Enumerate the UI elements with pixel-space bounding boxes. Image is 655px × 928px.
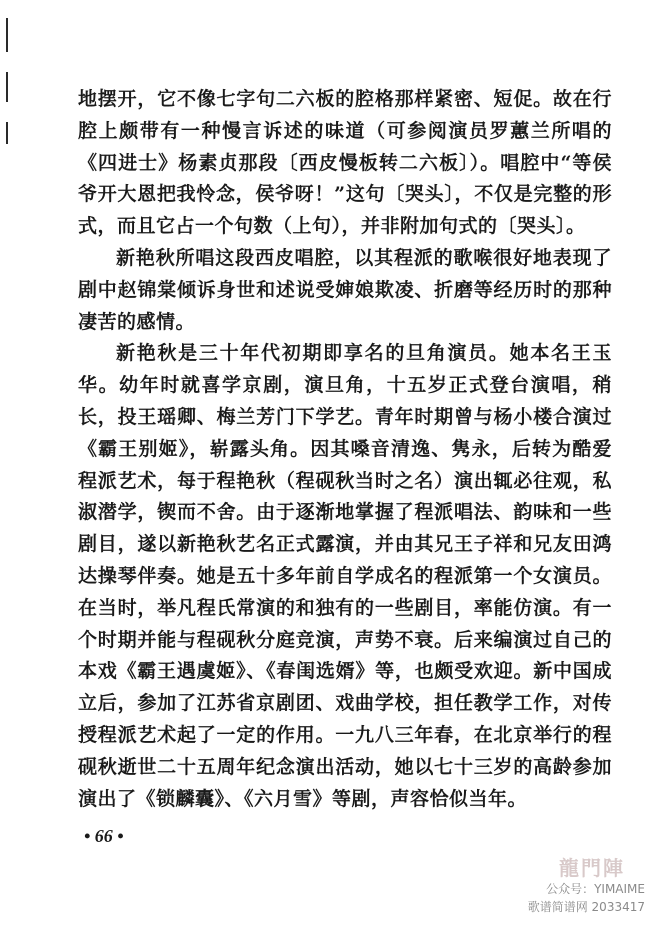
body-text: [78, 84, 612, 815]
paragraph-continuation: 地摆开，它不像七字句二六板的腔格那样紧密、短促。故在行腔上颇带有一种慢言诉述的味道（可参阅演员罗蕙兰所唱的《四进士》杨素贞那段〔西皮慢板转二六板〕）。唱腔中“等侯爷开大恩把我怜念，侯爷呀！”这句〔哭头〕，不仅是完整的形式，而且它占一个句数（上句），并非附加句式的〔哭头〕。: [78, 88, 612, 238]
binding-mark: [6, 72, 8, 102]
page-number: • 66 •: [84, 826, 124, 846]
paragraph: 新艳秋所唱这段西皮唱腔，以其程派的歌喉很好地表现了剧中赵锦棠倾诉身世和述说受婶娘欺凌、折磨等经历时的那种凄苦的感情。: [78, 246, 612, 333]
watermark-account: 公众号：YIMAIME: [546, 882, 645, 896]
binding-mark: [6, 122, 8, 144]
paragraph: 新艳秋是三十年代初期即享名的旦角演员。她本名王玉华。幼年时就喜学京剧，演旦角，十五岁正式登台演唱，稍长，投王瑶卿、梅兰芳门下学艺。青年时期曾与杨小楼合演过《霸王别姬》，崭露头角。因其嗓音清逸、隽永，后转为酷爱程派艺术，每于程艳秋（程砚秋当时之名）演出辄必往观，私淑潜学，锲而不舍。由于逐渐地掌握了程派唱法、韵味和一些剧目，遂以新艳秋艺名正式露演，并由其兄王子祥和兄友田鸿达操琴伴奏。她是五十多年前自学成名的程派第一个女演员。在当时，举凡程氏常演的和独有的一些剧目，率能仿演。有一个时期并能与程砚秋分庭竞演，声势不衰。后来编演过自己的本戏《霸王遇虞姬》、《春闺选婿》等，也颇受欢迎。新中国成立后，参加了江苏省京剧团、戏曲学校，担任教学工作，对传授程派艺术起了一定的作用。一九八三年春，在北京举行的程砚秋逝世二十五周年纪念演出活动，她以七十三岁的高龄参加演出了《锁麟囊》、《六月雪》等剧，声容恰似当年。: [78, 342, 612, 810]
watermark: [465, 852, 645, 922]
binding-mark: [6, 18, 8, 52]
watermark-logo: 龍門陣: [559, 856, 625, 880]
watermark-site: 歌谱简谱网 2033417: [527, 900, 645, 914]
